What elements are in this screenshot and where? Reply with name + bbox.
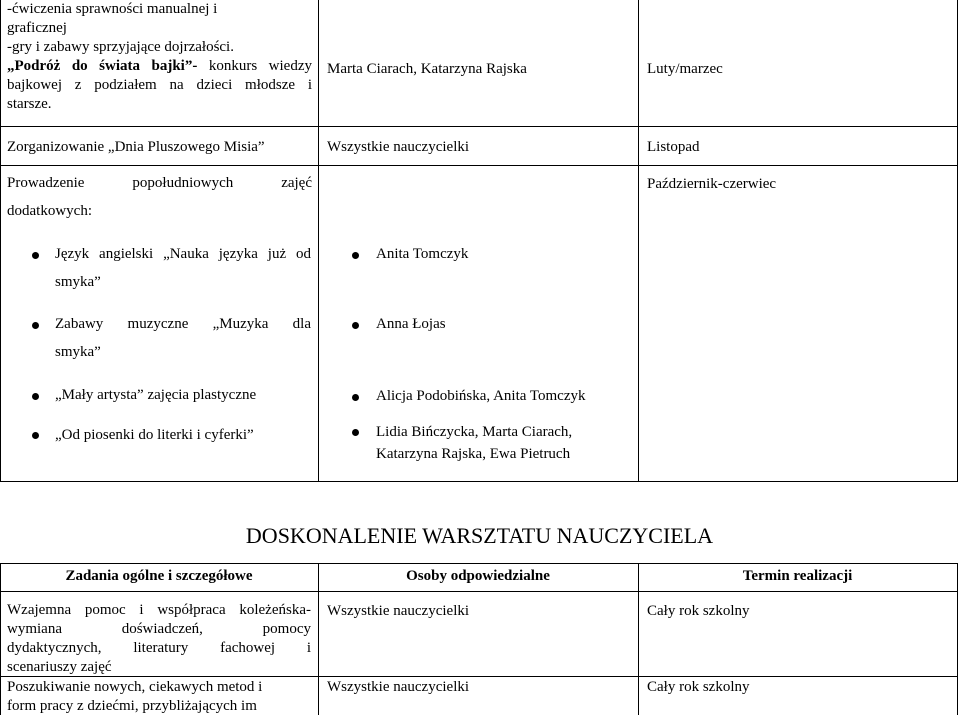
table1-right-border (957, 0, 958, 482)
activity-2-persons: Anna Łojas (376, 316, 446, 332)
task-line: wymiana doświadczeń, pomocy (7, 621, 311, 637)
table2-row2-term: Cały rok szkolny (647, 679, 750, 695)
task-line: dydaktycznych, literatury fachowej i (7, 640, 311, 656)
table2-right-border (957, 563, 958, 715)
table2-row2-persons: Wszystkie nauczycielki (327, 679, 470, 695)
activity-2-line2: smyka” (55, 344, 101, 360)
contest-text: konkurs wiedzy (197, 58, 312, 74)
task-line: graficznej (7, 20, 67, 36)
task-line: form pracy z dziećmi, przybliżających im (7, 698, 257, 714)
table2-top-border (0, 563, 958, 564)
bullet-icon (352, 394, 359, 401)
table2-row1-term: Cały rok szkolny (647, 603, 750, 619)
bullet-icon (32, 393, 39, 400)
task-line: Poszukiwanie nowych, ciekawych metod i (7, 679, 263, 695)
activity-4-persons-line2: Katarzyna Rajska, Ewa Pietruch (376, 446, 571, 462)
table2-row1-task (7, 601, 311, 677)
activity-2-line1: Zabawy muzyczne „Muzyka dla (55, 316, 311, 332)
table1-row2-term: Listopad (647, 139, 700, 155)
bullet-icon (352, 429, 359, 436)
table2-header-persons: Osoby odpowiedzialne (406, 568, 550, 584)
activity-3-persons: Alicja Podobińska, Anita Tomczyk (376, 388, 586, 404)
table1-row2-task: Zorganizowanie „Dnia Pluszowego Misia” (7, 139, 265, 155)
contest-line-3: starsze. (7, 96, 52, 112)
table1-row3-intro-line2: dodatkowych: (7, 203, 92, 219)
table2-row1-persons: Wszystkie nauczycielki (327, 603, 470, 619)
table1-row-divider-2 (0, 165, 958, 166)
table1-left-border (0, 0, 1, 482)
bullet-icon (352, 322, 359, 329)
bullet-icon (32, 432, 39, 439)
bullet-icon (352, 252, 359, 259)
table1-col-divider-2 (638, 0, 639, 482)
bullet-icon (32, 252, 39, 259)
table1-row1-task (7, 0, 312, 114)
table2-header-tasks: Zadania ogólne i szczegółowe (65, 568, 253, 584)
table1-row3-intro-line1: Prowadzenie popołudniowych zajęć (7, 175, 312, 191)
task-line: -ćwiczenia sprawności manualnej i (7, 1, 218, 17)
task-line: scenariuszy zajęć (7, 659, 112, 675)
contest-title: „Podróż do świata bajki”- (7, 58, 198, 74)
table1-row1-persons: Marta Ciarach, Katarzyna Rajska (327, 61, 527, 77)
activity-3-line1: „Mały artysta” zajęcia plastyczne (55, 387, 257, 403)
activity-4-line1: „Od piosenki do literki i cyferki” (55, 427, 254, 443)
table2-header-term: Termin realizacji (742, 568, 853, 584)
table1-bottom-border (0, 481, 958, 482)
table1-row2-persons: Wszystkie nauczycielki (327, 139, 470, 155)
table1-col-divider-1 (318, 0, 319, 482)
contest-line (7, 57, 312, 76)
table1-row-divider-1 (0, 126, 958, 127)
task-line: Wzajemna pomoc i współpraca koleżeńska- (7, 602, 311, 618)
table2-row2-task (7, 678, 311, 716)
task-line: -gry i zabawy sprzyjające dojrzałości. (7, 39, 234, 55)
activity-4-persons-line1: Lidia Bińczycka, Marta Ciarach, (376, 424, 573, 440)
table1-row1-term: Luty/marzec (647, 61, 723, 77)
section-heading: DOSKONALENIE WARSZTATU NAUCZYCIELA (245, 523, 714, 548)
table2-header-divider (0, 591, 958, 592)
activity-1-persons: Anita Tomczyk (376, 246, 469, 262)
activity-1-line1: Język angielski „Nauka języka już od (55, 246, 311, 262)
activity-1-line2: smyka” (55, 274, 101, 290)
table1-row3-term: Październik-czerwiec (647, 176, 777, 192)
contest-line-2: bajkowej z podziałem na dzieci młodsze i (7, 77, 312, 93)
bullet-icon (32, 322, 39, 329)
